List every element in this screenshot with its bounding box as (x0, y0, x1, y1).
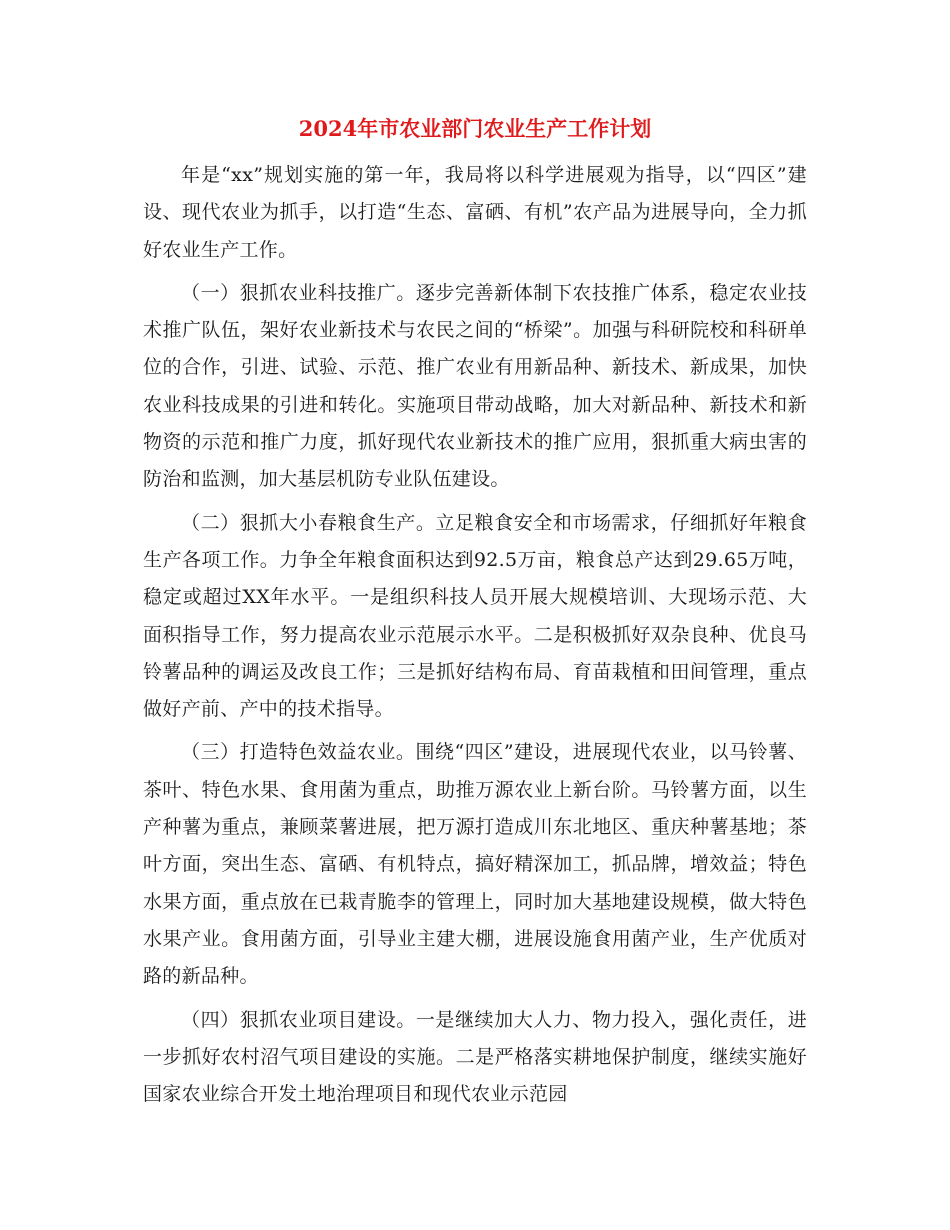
paragraph-project-construction: （四）狠抓农业项目建设。一是继续加大人力、物力投入，强化责任，进一步抓好农村沼气项目建设的实施。二是严格落实耕地保护制度，继续实施好国家农业综合开发土地治理项目和现代农业示范园 (143, 1008, 807, 1106)
document-body (143, 157, 807, 1119)
paragraph-intro: 年是“xx”规划实施的第一年，我局将以科学进展观为指导，以“四区”建设、现代农业为抓手，以打造“生态、富硒、有机”农产品为进展导向，全力抓好农业生产工作。 (143, 164, 807, 261)
paragraph-tech-promotion: （一）狠抓农业科技推广。逐步完善新体制下农技推广体系，稳定农业技术推广队伍，架好农业新技术与农民之间的“桥梁”。加强与科研院校和科研单位的合作，引进、试验、示范、推广农业有用新品种、新技术、新成果，加快农业科技成果的引进和转化。实施项目带动战略，加大对新品种、新技术和新物资的示范和推广力度，抓好现代农业新技术的推广应用，狠抓重大病虫害的防治和监测，加大基层机防专业队伍建设。 (143, 281, 807, 491)
paragraph-grain-production: （二）狠抓大小春粮食生产。立足粮食安全和市场需求，仔细抓好年粮食生产各项工作。力争全年粮食面积达到92.5万亩，粮食总产达到29.65万吨，稳定或超过XX年水平。一是组织科技人员开展大规模培训、大现场示范、大面积指导工作，努力提高农业示范展示水平。二是积极抓好双杂良种、优良马铃薯品种的调运及改良工作；三是抓好结构布局、育苗栽植和田间管理，重点做好产前、产中的技术指导。 (143, 511, 807, 721)
document-title: 2024年市农业部门农业生产工作计划 (298, 116, 652, 141)
paragraph-specialty-agriculture: （三）打造特色效益农业。围绕“四区”建设，进展现代农业，以马铃薯、茶叶、特色水果、食用菌为重点，助推万源农业上新台阶。马铃薯方面，以生产种薯为重点，兼顾菜薯进展，把万源打造成川东北地区、重庆种薯基地；茶叶方面，突出生态、富硒、有机特点，搞好精深加工，抓品牌，增效益；特色水果方面，重点放在已栽青脆李的管理上，同时加大基地建设规模，做大特色水果产业。食用菌方面，引导业主建大棚，进展设施食用菌产业，生产优质对路的新品种。 (143, 741, 807, 988)
